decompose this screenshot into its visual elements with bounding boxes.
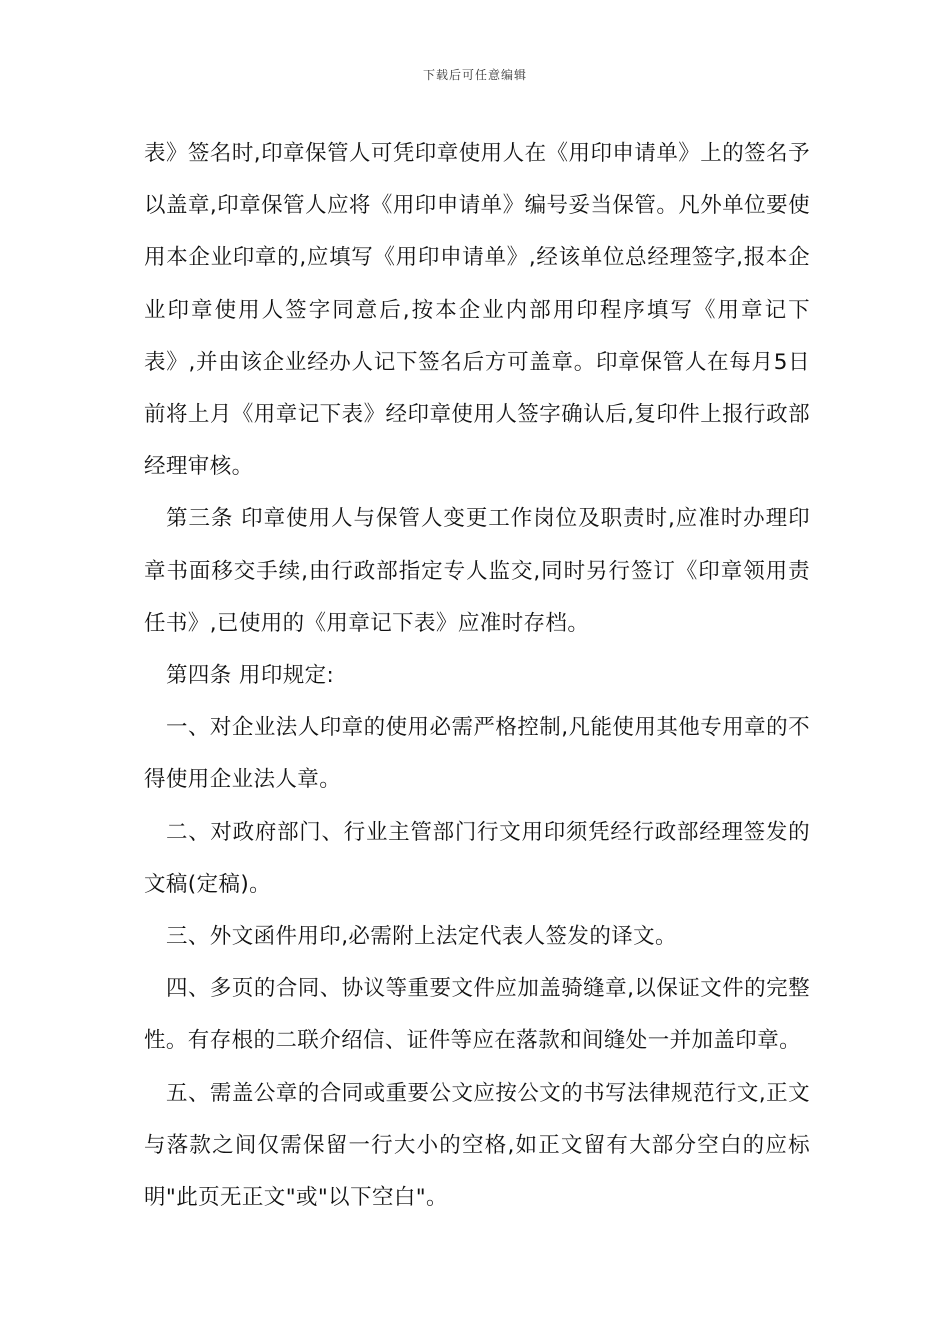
paragraph-article-4-title: 第四条 用印规定: [166,663,335,689]
paragraph-article-3: 第三条 印章使用人与保管人变更工作岗位及职责时,应准时办理印章书面移交手续,由行政部指定专人监交,同时另行签订《印章领用责任书》,已使用的《用章记下表》应准时存档。 [144,506,810,636]
paragraph-rule-1: 一、对企业法人印章的使用必需严格控制,凡能使用其他专用章的不得使用企业法人章。 [144,715,810,793]
page-header: 下载后可任意编辑 [422,68,527,82]
paragraph-seal-procedure: 表》签名时,印章保管人可凭印章使用人在《用印申请单》上的签名予以盖章,印章保管人应将《用印申请单》编号妥当保管。凡外单位要使用本企业印章的,应填写《用印申请单》,经该单位总经理签字,报本企业印章使用人签字同意后,按本企业内部用印程序填写《用章记下表》,并由该企业经办人记下签名后方可盖章。印章保管人在每月5日前将上月《用章记下表》经印章使用人签字确认后,复印件上报行政部经理审核。 [144,141,810,480]
paragraph-rule-5: 五、需盖公章的合同或重要公文应按公文的书写法律规范行文,正文与落款之间仅需保留一行大小的空格,如正文留有大部分空白的应标明"此页无正文"或"以下空白"。 [144,1080,810,1211]
document-body [144,128,810,1224]
paragraph-rule-3: 三、外文函件用印,必需附上法定代表人签发的译文。 [166,924,677,950]
paragraph-rule-2: 二、对政府部门、行业主管部门行文用印须凭经行政部经理签发的文稿(定稿)。 [144,819,810,897]
paragraph-rule-4: 四、多页的合同、协议等重要文件应加盖骑缝章,以保证文件的完整性。有存根的二联介绍信、证件等应在落款和间缝处一并加盖印章。 [144,976,810,1054]
